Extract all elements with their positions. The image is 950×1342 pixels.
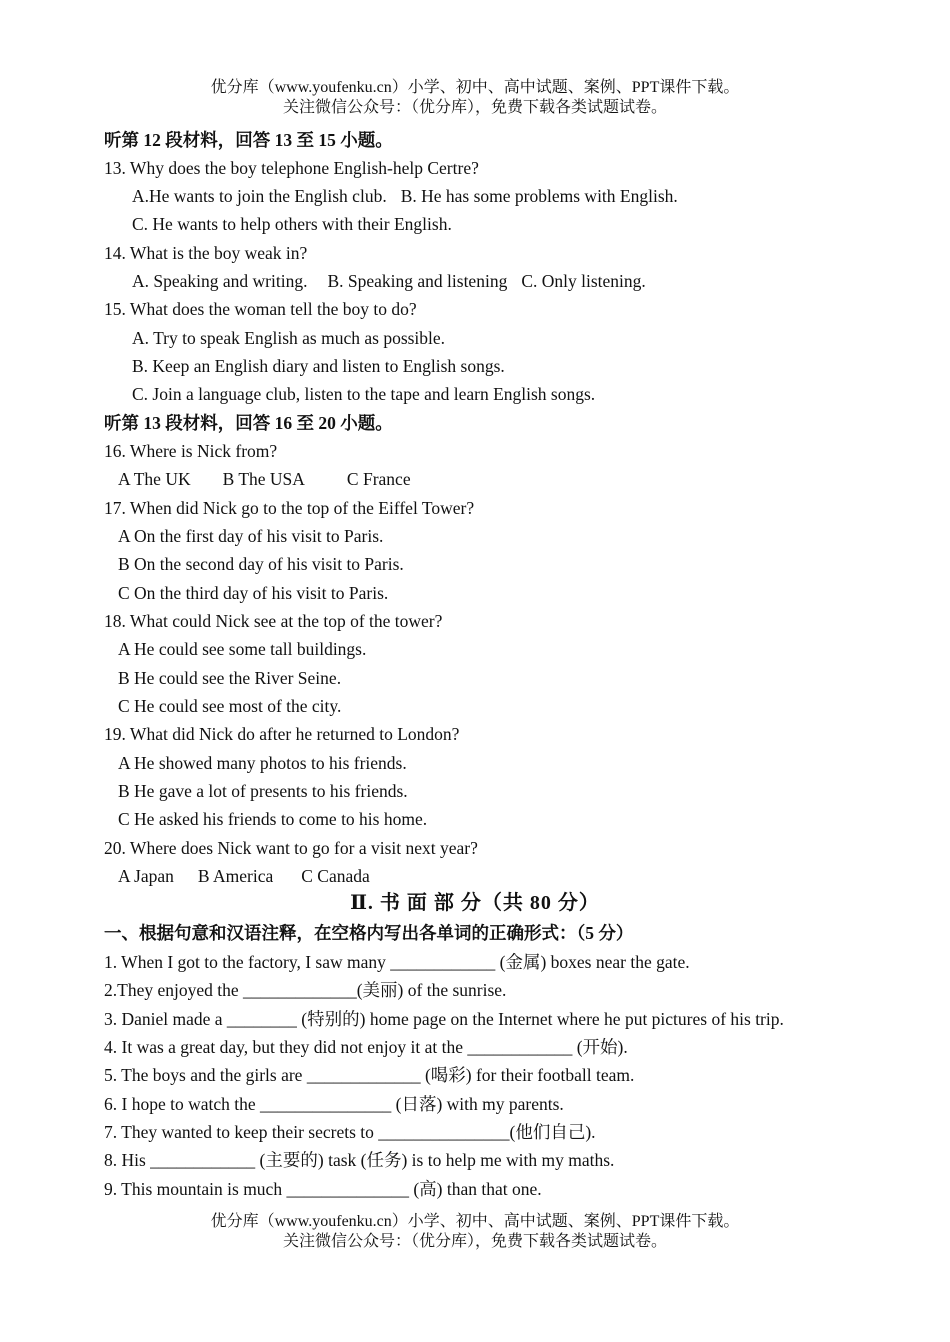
section-13-heading: 听第 13 段材料，回答 16 至 20 小题。 [104, 413, 393, 433]
question-15: 15. What does the woman tell the boy to do? [104, 299, 417, 319]
option-b: B. He has some problems with English. [400, 186, 678, 206]
question-15-option-b: B. Keep an English diary and listen to English songs. [132, 356, 505, 376]
question-19-option-b: B He gave a lot of presents to his friends. [118, 781, 408, 801]
question-20-options [118, 865, 370, 887]
option-a: A. Speaking and writing. [132, 271, 308, 291]
question-18-option-b: B He could see the River Seine. [118, 668, 342, 688]
question-19-option-c: C He asked his friends to come to his home. [118, 809, 428, 829]
option-a: A The UK [118, 469, 191, 489]
sentence-9: 9. This mountain is much ______________ (高) than that one. [104, 1179, 542, 1199]
option-c: C France [346, 469, 411, 489]
question-19: 19. What did Nick do after he returned to London? [104, 724, 460, 744]
question-17-option-a: A On the first day of his visit to Paris. [118, 526, 384, 546]
question-19-option-a: A He showed many photos to his friends. [118, 753, 407, 773]
option-b: B America [197, 866, 274, 886]
option-c: C Canada [301, 866, 370, 886]
sentence-7: 7. They wanted to keep their secrets to _______________(他们自己). [104, 1122, 596, 1142]
question-17: 17. When did Nick go to the top of the Eiffel Tower? [104, 498, 475, 518]
option-a: A.He wants to join the English club. [132, 186, 387, 206]
section-12-heading: 听第 12 段材料，回答 13 至 15 小题。 [104, 130, 393, 150]
sentence-6: 6. I hope to watch the _______________ (日落) with my parents. [104, 1094, 564, 1114]
question-18-option-a: A He could see some tall buildings. [118, 639, 367, 659]
question-16: 16. Where is Nick from? [104, 441, 278, 461]
question-15-option-c: C. Join a language club, listen to the tape and learn English songs. [132, 384, 596, 404]
question-20: 20. Where does Nick want to go for a visit next year? [104, 838, 478, 858]
question-13: 13. Why does the boy telephone English-help Certre? [104, 158, 479, 178]
question-14-options [132, 270, 646, 292]
sentence-4: 4. It was a great day, but they did not enjoy it at the ____________ (开始). [104, 1037, 628, 1057]
option-b: B. Speaking and listening [327, 271, 508, 291]
option-b: B The USA [222, 469, 305, 489]
question-18-option-c: C He could see most of the city. [118, 696, 342, 716]
option-c: C. Only listening. [521, 271, 646, 291]
question-18: 18. What could Nick see at the top of the tower? [104, 611, 443, 631]
question-17-option-c: C On the third day of his visit to Paris. [118, 583, 389, 603]
sentence-8: 8. His ____________ (主要的) task (任务) is to help me with my maths. [104, 1150, 615, 1170]
question-15-option-a: A. Try to speak English as much as possible. [132, 328, 446, 348]
sentence-5: 5. The boys and the girls are _____________ (喝彩) for their football team. [104, 1065, 635, 1085]
sentence-3: 3. Daniel made a ________ (特别的) home page on the Internet where he put pictures of his trip. [104, 1009, 784, 1029]
question-13-options [132, 185, 678, 207]
written-part-title: Ⅱ. 书 面 部 分（共 80 分） [350, 892, 600, 914]
question-13-option-c: C. He wants to help others with their English. [132, 214, 452, 234]
sentence-2: 2.They enjoyed the _____________(美丽) of the sunrise. [104, 980, 507, 1000]
header-line-1: 优分库（www.youfenku.cn）小学、初中、高中试题、案例、PPT课件下载。 [210, 79, 740, 96]
footer-line-1: 优分库（www.youfenku.cn）小学、初中、高中试题、案例、PPT课件下载。 [210, 1213, 740, 1230]
header-line-2: 关注微信公众号：（优分库），免费下载各类试题试卷。 [282, 99, 667, 116]
sentence-1: 1. When I got to the factory, I saw many ____________ (金属) boxes near the gate. [104, 952, 690, 972]
question-16-options [118, 468, 411, 490]
option-a: A Japan [118, 866, 174, 886]
footer-line-2: 关注微信公众号：（优分库），免费下载各类试题试卷。 [282, 1233, 667, 1250]
question-14: 14. What is the boy weak in? [104, 243, 308, 263]
written-section-1-heading: 一、根据句意和汉语注释，在空格内写出各单词的正确形式：（5 分） [104, 923, 634, 943]
question-17-option-b: B On the second day of his visit to Paris. [118, 554, 404, 574]
